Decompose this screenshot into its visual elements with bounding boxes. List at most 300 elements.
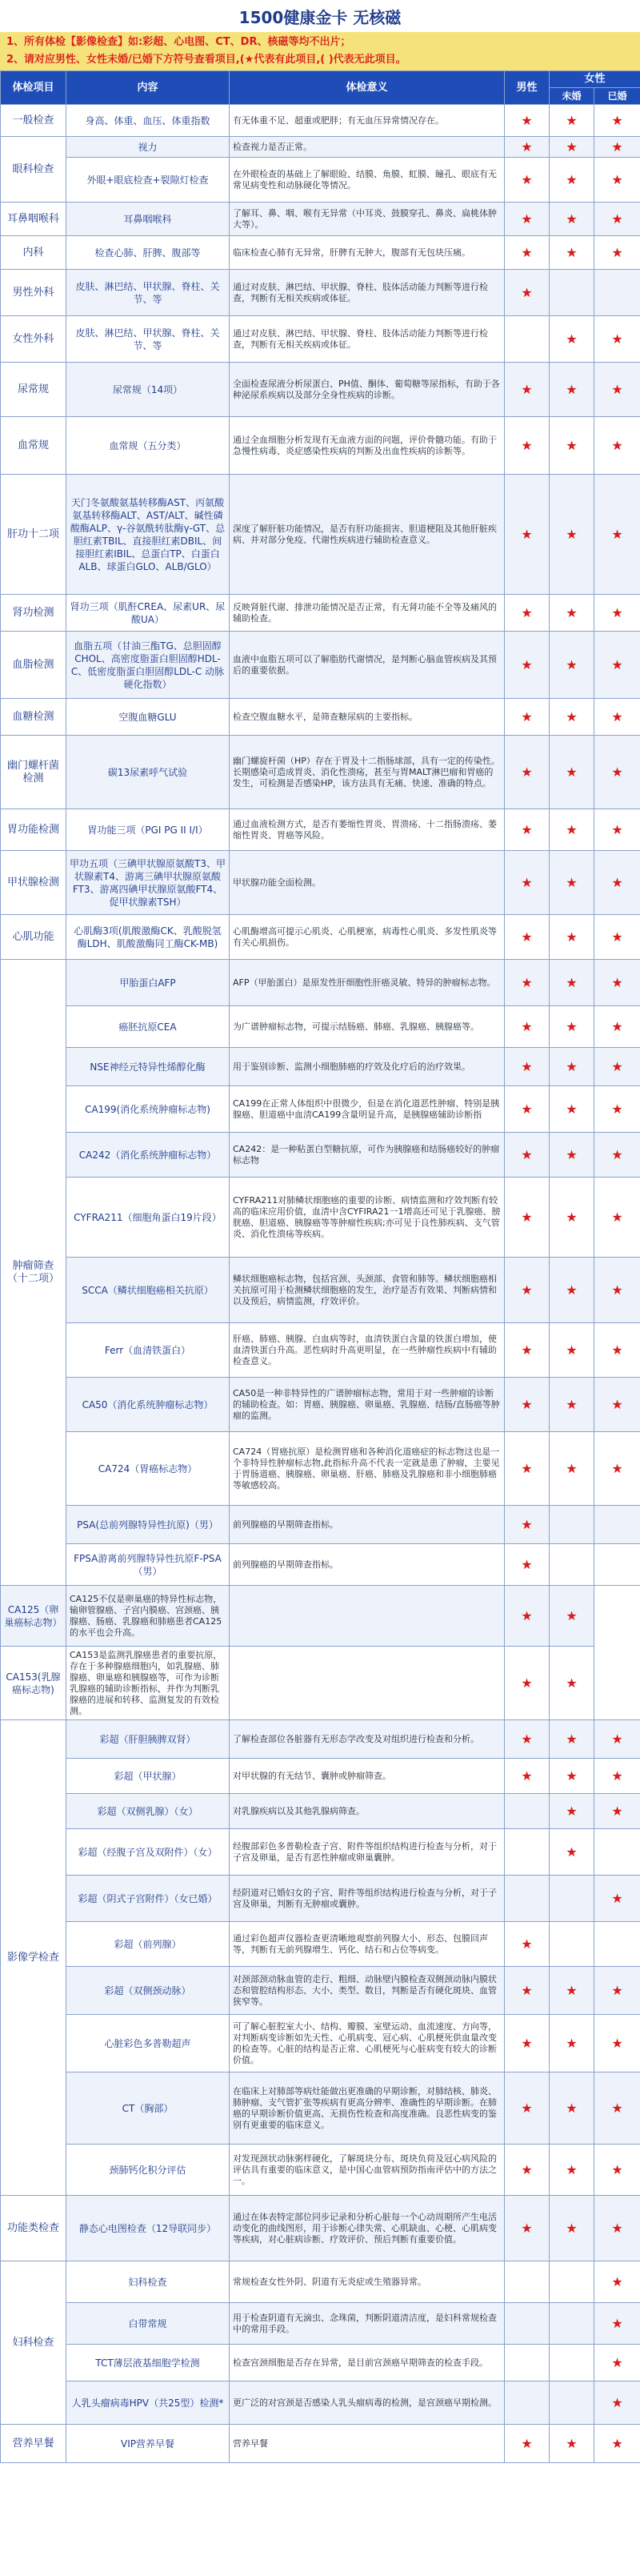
unmarried-mark: ★: [505, 1586, 550, 1647]
unmarried-mark: ★: [550, 1378, 594, 1432]
category-cell: 血糖检测: [1, 699, 66, 736]
male-mark: ★: [505, 736, 550, 809]
male-mark: [505, 316, 550, 363]
meaning-cell: 心肌酶增高可提示心肌炎、心肌梗塞，病毒性心肌炎、多发性肌炎等有关心肌损伤。: [230, 915, 505, 960]
category-cell: 营养早餐: [1, 2425, 66, 2463]
item-cell: 外眼+眼底检查+裂隙灯检查: [66, 158, 230, 203]
married-mark: [594, 1544, 640, 1586]
married-mark: ★: [594, 1794, 640, 1829]
meaning-cell: 更广泛的对宫颈是否感染人乳头瘤病毒的检测，是宫颈癌早期检测。: [230, 2381, 505, 2425]
unmarried-mark: ★: [550, 915, 594, 960]
header-unmarried: 未婚: [550, 88, 594, 105]
meaning-cell: 有无体重不足、超重或肥胖；有无血压异常情况存在。: [230, 105, 505, 137]
married-mark: ★: [594, 1133, 640, 1178]
married-mark: ★: [594, 2015, 640, 2072]
married-mark: ★: [594, 105, 640, 137]
table-row: [1, 137, 640, 158]
meaning-cell: 经阴道对已婚妇女的子宫、附件等组织结构进行检查与分析，对于子宫及卵巢，判断有无肿瘤或囊肿。: [230, 1876, 505, 1922]
male-mark: [505, 2303, 550, 2345]
meaning-cell: AFP（甲胎蛋白）是原发性肝细胞性肝癌灵敏、特异的肿瘤标志物。: [230, 960, 505, 1006]
unmarried-mark: ★: [550, 960, 594, 1006]
item-cell: CA199(消化系统肿瘤标志物): [66, 1086, 230, 1133]
meaning-cell: 通过在体表特定部位同步记录和分析心脏每一个心动周期所产生电活动变化的曲线图形，用于诊断心律失常、心肌缺血、心梗、心肌病变等疾病，对心脏病诊断、疗效评价、预后判断有重要价值。: [230, 2196, 505, 2261]
table-row: [1, 203, 640, 236]
unmarried-mark: ★: [550, 2425, 594, 2463]
male-mark: ★: [505, 960, 550, 1006]
item-cell: 彩超（甲状腺）: [66, 1759, 230, 1794]
meaning-cell: 可了解心脏腔室大小、结构、瓣膜、室壁运动、血流速度、方向等，对判断病变诊断如先天性、心肌病变、冠心病、心肌梗死供血量改变的检查等。心脏的结构是否正常、心肌梗死与心脏病变有较大的诊断价值。: [230, 2015, 505, 2072]
header-meaning: 体检意义: [230, 71, 505, 105]
meaning-cell: 在外眼检查的基础上了解眼睑、结膜、角膜、虹膜、瞳孔、眼底有无常见病变性和动脉硬化等情况。: [230, 158, 505, 203]
item-cell: 血常规（五分类）: [66, 417, 230, 475]
meaning-cell: 对颈部颈动脉血管的走行、粗细、动脉壁内膜检查双侧颈动脉内膜状态和管腔结构形态、大小、类型、数目，判断是否有硬化斑块、血管狭窄等。: [230, 1967, 505, 2015]
meaning-cell: CA50是一种非特异性的广谱肿瘤标志物，常用于对一些肿瘤的诊断的辅助检查。如：胃癌、胰腺癌、卵巢癌、乳腺癌、结肠/直肠癌等肿瘤的监测。: [230, 1378, 505, 1432]
unmarried-mark: ★: [550, 2015, 594, 2072]
category-cell: 功能类检查: [1, 2196, 66, 2261]
item-cell: Ferr（血清铁蛋白）: [66, 1323, 230, 1378]
male-mark: ★: [505, 417, 550, 475]
meaning-cell: 临床检查心肺有无异常，肝脾有无肿大，腹部有无包块压痛。: [230, 236, 505, 270]
married-mark: ★: [594, 736, 640, 809]
unmarried-mark: ★: [550, 1432, 594, 1506]
unmarried-mark: ★: [550, 736, 594, 809]
table-row: [1, 1922, 640, 1967]
meaning-cell: 鳞状细胞癌标志物，包括宫颈、头颈部、食管和肺等。鳞状细胞癌相关抗原可用于检测鳞状细胞癌的发生，治疗是否有效果、判断病情和以及预后，病情监测，疗效评价。: [230, 1258, 505, 1323]
unmarried-mark: [550, 2303, 594, 2345]
married-mark: ★: [594, 1378, 640, 1432]
male-mark: ★: [505, 1378, 550, 1432]
male-mark: ★: [505, 1967, 550, 2015]
married-mark: ★: [594, 1876, 640, 1922]
married-mark: ★: [594, 2145, 640, 2196]
table-row: [1, 1086, 640, 1133]
male-mark: ★: [505, 363, 550, 417]
category-cell: 甲状腺检测: [1, 851, 66, 915]
item-cell: CA153(乳腺癌标志物): [1, 1647, 66, 1720]
header-content: 内容: [66, 71, 230, 105]
male-mark: ★: [505, 158, 550, 203]
male-mark: [505, 1794, 550, 1829]
male-mark: ★: [505, 851, 550, 915]
table-row: [1, 1048, 640, 1086]
married-mark: ★: [550, 1647, 594, 1720]
married-mark: ★: [550, 1586, 594, 1647]
meaning-cell: 血液中血脂五项可以了解脂肪代谢情况，是判断心脑血管疾病及其预后的重要依据。: [230, 632, 505, 699]
unmarried-mark: ★: [550, 1967, 594, 2015]
unmarried-mark: [550, 1506, 594, 1544]
note-line-2: 2、请对应男性、女性未婚/已婚下方符号查看项目,(★代表有此项目,( )代表无此项目。: [6, 54, 406, 66]
page-title: 1500健康金卡 无核磁: [238, 7, 402, 27]
note-line-1: 1、所有体检【影像检查】如:彩超、心电图、CT、DR、核磁等均不出片；: [6, 36, 351, 48]
item-cell: 妇科检查: [66, 2261, 230, 2303]
category-cell: 男性外科: [1, 270, 66, 316]
item-cell: 空腹血糖GLU: [66, 699, 230, 736]
category-cell: 眼科检查: [1, 137, 66, 203]
item-cell: 甲功五项（三碘甲状腺原氨酸T3、甲状腺素T4、游离三碘甲状腺原氨酸FT3、游离四碘甲状腺原氨酸FT4、促甲状腺素TSH）: [66, 851, 230, 915]
married-mark: ★: [594, 1967, 640, 2015]
item-cell: 彩超（阴式子宫附件）（女已婚）: [66, 1876, 230, 1922]
table-row: [1, 1133, 640, 1178]
unmarried-mark: ★: [550, 632, 594, 699]
table-row: [1, 1006, 640, 1048]
category-cell: 一般检查: [1, 105, 66, 137]
male-mark: [505, 1876, 550, 1922]
married-mark: ★: [594, 475, 640, 595]
category-cell: 幽门螺杆菌检测: [1, 736, 66, 809]
category-cell: 女性外科: [1, 316, 66, 363]
meaning-cell: 经腹部彩色多普勒检查子宫、附件等组织结构进行检查与分析，对于子宫及卵巢，是否有恶性肿瘤或卵巢囊肿。: [230, 1829, 505, 1876]
male-mark: ★: [505, 1086, 550, 1133]
meaning-cell: CA242：是一种粘蛋白型糖抗原，可作为胰腺癌和结肠癌较好的肿瘤标志物: [230, 1133, 505, 1178]
header-female: 女性: [550, 71, 640, 88]
unmarried-mark: ★: [550, 137, 594, 158]
male-mark: [230, 1586, 505, 1647]
married-mark: ★: [594, 1323, 640, 1378]
male-mark: ★: [505, 1720, 550, 1759]
item-cell: 彩超（双侧颈动脉）: [66, 1967, 230, 2015]
male-mark: ★: [505, 203, 550, 236]
item-cell: 甲胎蛋白AFP: [66, 960, 230, 1006]
meaning-cell: 前列腺癌的早期筛查指标。: [230, 1544, 505, 1586]
table-row: [1, 809, 640, 851]
married-mark: ★: [594, 2196, 640, 2261]
male-mark: ★: [505, 915, 550, 960]
male-mark: [505, 2261, 550, 2303]
table-row: [1, 2381, 640, 2425]
married-mark: [594, 1829, 640, 1876]
male-mark: ★: [505, 2145, 550, 2196]
meaning-cell: 为广谱肿瘤标志物，可提示结肠癌、肺癌、乳腺癌、胰腺癌等。: [230, 1006, 505, 1048]
married-mark: ★: [594, 851, 640, 915]
table-row: [1, 595, 640, 632]
table-row: [1, 736, 640, 809]
unmarried-mark: ★: [550, 1323, 594, 1378]
item-cell: 皮肤、淋巴结、甲状腺、脊柱、关节、等: [66, 270, 230, 316]
category-cell: 内科: [1, 236, 66, 270]
married-mark: ★: [594, 632, 640, 699]
unmarried-mark: [550, 2381, 594, 2425]
meaning-cell: CA724（胃癌抗原）是检测胃癌和各种消化道癌症的标志物这也是一个非特异性肿瘤标志物,此指标升高不代表一定就是患了肿瘤，主要见于胃肠道癌、胰腺癌、卵巢癌、肝癌、肺癌及乳腺癌和非小细胞肺癌等敏感较高。: [230, 1432, 505, 1506]
item-cell: 静态心电图检查（12导联同步）: [66, 2196, 230, 2261]
item-cell: NSE神经元特异性烯醇化酶: [66, 1048, 230, 1086]
meaning-cell: 通过对皮肤、淋巴结、甲状腺、脊柱、肢体活动能力判断等进行检查，判断有无相关疾病或体征。: [230, 316, 505, 363]
unmarried-mark: ★: [550, 1048, 594, 1086]
item-cell: 身高、体重、血压、体重指数: [66, 105, 230, 137]
unmarried-mark: ★: [550, 1086, 594, 1133]
table-row: [1, 1876, 640, 1922]
married-mark: ★: [594, 137, 640, 158]
male-mark: ★: [505, 632, 550, 699]
married-mark: ★: [594, 1006, 640, 1048]
table-row: [1, 632, 640, 699]
meaning-cell: 通过全血细胞分析发现有无血液方面的问题，评价骨髓功能。有助于急慢性病毒、炎症感染性疾病的判断及出血性疾病的诊断等。: [230, 417, 505, 475]
unmarried-mark: ★: [550, 851, 594, 915]
meaning-cell: 营养早餐: [230, 2425, 505, 2463]
category-cell: 耳鼻咽喉科: [1, 203, 66, 236]
meaning-cell: 通过对皮肤、淋巴结、甲状腺、脊柱、肢体活动能力判断等进行检查，判断有无相关疾病或体征。: [230, 270, 505, 316]
table-row: [1, 158, 640, 203]
table-row: [1, 475, 640, 595]
table-row: [1, 316, 640, 363]
meaning-cell: CA125不仅是卵巢癌的特异性标志物，输卵管腺癌、子宫内膜癌、宫颈癌、胰腺癌、肠癌、乳腺癌和肺癌患者CA125的水平也会升高。: [66, 1586, 230, 1647]
table-row: [1, 2261, 640, 2303]
meaning-cell: 对甲状腺的有无结节、囊肿或肿瘤筛查。: [230, 1759, 505, 1794]
married-mark: ★: [594, 2425, 640, 2463]
married-mark: ★: [594, 1432, 640, 1506]
item-cell: 彩超（双侧乳腺）（女）: [66, 1794, 230, 1829]
item-cell: 彩超（肝胆胰脾双肾）: [66, 1720, 230, 1759]
married-mark: ★: [594, 417, 640, 475]
meaning-cell: 对发现颈状动脉粥样硬化，了解斑块分布、斑块负荷及冠心病风险的评估具有重要的临床意义，是中国心血管病预防指南评估中的方法之一。: [230, 2145, 505, 2196]
table-row: [1, 363, 640, 417]
male-mark: ★: [505, 270, 550, 316]
married-mark: ★: [594, 203, 640, 236]
table-row: [1, 699, 640, 736]
male-mark: ★: [505, 236, 550, 270]
item-cell: 彩超（前列腺）: [66, 1922, 230, 1967]
item-cell: 胃功能三项（PGI PG II I/I）: [66, 809, 230, 851]
meaning-cell: 常规检查女性外阴、阴道有无炎症或生殖器异常。: [230, 2261, 505, 2303]
unmarried-mark: ★: [550, 363, 594, 417]
meaning-cell: CYFRA211对肺鳞状细胞癌的重要的诊断、病情监测和疗效判断有较高的临床应用价值，血清中含CYFIRA21一1增高还可见于乳腺癌、膀胱癌、胆道癌、胰腺癌等等肿瘤性疾病;亦可见于良性肺疾病、支气管炎、消化性溃疡等疾病。: [230, 1178, 505, 1258]
male-mark: [230, 1647, 505, 1720]
married-mark: ★: [594, 1048, 640, 1086]
item-cell: 皮肤、淋巴结、甲状腺、脊柱、关节、等: [66, 316, 230, 363]
category-cell: 肾功检测: [1, 595, 66, 632]
unmarried-mark: [550, 2261, 594, 2303]
male-mark: ★: [505, 1506, 550, 1544]
unmarried-mark: [550, 1922, 594, 1967]
unmarried-mark: ★: [550, 475, 594, 595]
table-row: [1, 270, 640, 316]
category-cell: 尿常规: [1, 363, 66, 417]
married-mark: ★: [594, 595, 640, 632]
married-mark: ★: [594, 2261, 640, 2303]
meaning-cell: 了解耳、鼻、咽、喉有无异常（中耳炎、鼓膜穿孔、鼻炎、扁桃体肿大等）。: [230, 203, 505, 236]
meaning-cell: 检查空腹血糖水平，是筛查糖尿病的主要指标。: [230, 699, 505, 736]
unmarried-mark: ★: [550, 595, 594, 632]
unmarried-mark: ★: [550, 1006, 594, 1048]
item-cell: CA242（消化系统肿瘤标志物）: [66, 1133, 230, 1178]
male-mark: ★: [505, 1178, 550, 1258]
married-mark: ★: [594, 2345, 640, 2381]
item-cell: 尿常规（14项）: [66, 363, 230, 417]
table-row: [1, 1759, 640, 1794]
meaning-cell: 幽门螺旋杆菌（HP）存在于胃及十二指肠球部，具有一定的传染性。长期感染可造成胃炎、消化性溃疡，甚至与胃MALT淋巴瘤和胃癌的发生，可检测是否感染HP，该方法具有无痛、快速、准确的特点。: [230, 736, 505, 809]
unmarried-mark: [550, 1544, 594, 1586]
meaning-cell: CA153是监测乳腺癌患者的重要抗原，存在于多种腺癌细胞内，如乳腺癌、肺腺癌、卵巢癌和胰腺癌等，可作为诊断乳腺癌的辅助诊断指标，并作为判断乳腺癌的进展和转移、监测复发的有效检测。: [66, 1647, 230, 1720]
meaning-cell: 对乳腺疾病以及其他乳腺病筛查。: [230, 1794, 505, 1829]
item-cell: 碳13尿素呼气试验: [66, 736, 230, 809]
item-cell: SCCA（鳞状细胞癌相关抗原）: [66, 1258, 230, 1323]
meaning-cell: 检查宫颈细胞是否存在异常，是目前宫颈癌早期筛查的检查手段。: [230, 2345, 505, 2381]
meaning-cell: 甲状腺功能全面检测。: [230, 851, 505, 915]
unmarried-mark: ★: [550, 417, 594, 475]
category-cell: 血常规: [1, 417, 66, 475]
table-row: [1, 1967, 640, 2015]
male-mark: ★: [505, 1006, 550, 1048]
item-cell: 癌胚抗原CEA: [66, 1006, 230, 1048]
male-mark: ★: [505, 699, 550, 736]
male-mark: ★: [505, 2072, 550, 2145]
married-mark: ★: [594, 1086, 640, 1133]
meaning-cell: 了解检查部位各脏器有无形态学改变及对组织进行检查和分析。: [230, 1720, 505, 1759]
unmarried-mark: ★: [550, 158, 594, 203]
table-row: [1, 1544, 640, 1586]
unmarried-mark: ★: [550, 1258, 594, 1323]
table-row: [1, 851, 640, 915]
table-row: [1, 915, 640, 960]
category-cell: 胃功能检测: [1, 809, 66, 851]
male-mark: ★: [505, 1432, 550, 1506]
male-mark: [505, 2381, 550, 2425]
item-cell: 彩超（经腹子宫及双附件）（女）: [66, 1829, 230, 1876]
header-category: 体检项目: [1, 71, 66, 105]
table-row: [1, 2303, 640, 2345]
meaning-cell: 前列腺癌的早期筛查指标。: [230, 1506, 505, 1544]
unmarried-mark: [550, 1876, 594, 1922]
meaning-cell: 肝癌、肺癌、胰腺、白血病等时，血清铁蛋白含量的铁蛋白增加，使血清铁蛋白升高。恶性病时升高更明显，在一些肿瘤性疾病中有辅助检查意义。: [230, 1323, 505, 1378]
item-cell: CT（胸部）: [66, 2072, 230, 2145]
item-cell: 血脂五项（甘油三酯TG、总胆固醇CHOL、高密度脂蛋白胆固醇HDL-C、低密度脂蛋白胆固醇LDL-C 动脉硬化指数）: [66, 632, 230, 699]
unmarried-mark: ★: [550, 105, 594, 137]
meaning-cell: 在临床上对肺部等病灶能做出更准确的早期诊断，对肺结核、肺炎、肺肿瘤、支气管扩张等疾病有更高分辨率、准确性的早期诊断。在肺癌的早期诊断价值更高、无损伤性检查和高度准确。良恶性病变的鉴别有更重要的临床意义。: [230, 2072, 505, 2145]
header-male: 男性: [505, 71, 550, 105]
married-mark: ★: [594, 2072, 640, 2145]
unmarried-mark: ★: [550, 2072, 594, 2145]
married-mark: ★: [594, 699, 640, 736]
unmarried-mark: ★: [550, 699, 594, 736]
unmarried-mark: ★: [550, 1133, 594, 1178]
table-row: [1, 1720, 640, 1759]
category-cell: 肿瘤筛查（十二项）: [1, 960, 66, 1586]
married-mark: ★: [594, 1720, 640, 1759]
table-row: [1, 1506, 640, 1544]
male-mark: ★: [505, 1922, 550, 1967]
male-mark: ★: [505, 1544, 550, 1586]
table-row: [1, 2425, 640, 2463]
unmarried-mark: [550, 270, 594, 316]
unmarried-mark: ★: [550, 1759, 594, 1794]
item-cell: 人乳头瘤病毒HPV（共25型）检测*: [66, 2381, 230, 2425]
unmarried-mark: [550, 2345, 594, 2381]
married-mark: ★: [594, 236, 640, 270]
item-cell: CA724（胃癌标志物）: [66, 1432, 230, 1506]
table-row: [1, 1586, 640, 1647]
header-married: 已婚: [594, 88, 640, 105]
married-mark: ★: [594, 1178, 640, 1258]
item-cell: 肾功三项（肌酐CREA、尿素UR、尿酸UA）: [66, 595, 230, 632]
meaning-cell: 检查视力是否正常。: [230, 137, 505, 158]
male-mark: [505, 1829, 550, 1876]
item-cell: 颈肺钙化积分评估: [66, 2145, 230, 2196]
male-mark: ★: [505, 2425, 550, 2463]
unmarried-mark: ★: [550, 316, 594, 363]
married-mark: ★: [594, 316, 640, 363]
married-mark: ★: [594, 915, 640, 960]
married-mark: [594, 270, 640, 316]
meaning-cell: 用于鉴别诊断、监测小细胞肺癌的疗效及化疗后的治疗效果。: [230, 1048, 505, 1086]
male-mark: ★: [505, 1133, 550, 1178]
male-mark: ★: [505, 2196, 550, 2261]
table-row: [1, 2345, 640, 2381]
table-row: [1, 1432, 640, 1506]
table-row: [1, 1378, 640, 1432]
married-mark: ★: [594, 1258, 640, 1323]
married-mark: [594, 1922, 640, 1967]
meaning-cell: 深度了解肝脏功能情况，是否有肝功能损害、胆道梗阻及其他肝脏疾病、并对部分免疫、代谢性疾病进行辅助检查意义。: [230, 475, 505, 595]
item-cell: 心肌酶3项(肌酸激酶CK、乳酸脱氢酶LDH、肌酸激酶同工酶CK-MB): [66, 915, 230, 960]
table-row: [1, 2145, 640, 2196]
unmarried-mark: ★: [550, 203, 594, 236]
male-mark: ★: [505, 1759, 550, 1794]
male-mark: ★: [505, 105, 550, 137]
married-mark: ★: [594, 960, 640, 1006]
table-row: [1, 1323, 640, 1378]
checkup-table: [0, 70, 640, 2463]
male-mark: ★: [505, 809, 550, 851]
unmarried-mark: ★: [550, 1178, 594, 1258]
male-mark: ★: [505, 2015, 550, 2072]
male-mark: ★: [505, 595, 550, 632]
married-mark: ★: [594, 363, 640, 417]
unmarried-mark: ★: [505, 1647, 550, 1720]
item-cell: VIP营养早餐: [66, 2425, 230, 2463]
category-cell: 心肌功能: [1, 915, 66, 960]
married-mark: ★: [594, 2303, 640, 2345]
unmarried-mark: ★: [550, 809, 594, 851]
married-mark: [594, 1506, 640, 1544]
married-mark: ★: [594, 158, 640, 203]
unmarried-mark: ★: [550, 1720, 594, 1759]
unmarried-mark: ★: [550, 2145, 594, 2196]
married-mark: ★: [594, 2381, 640, 2425]
category-cell: 妇科检查: [1, 2261, 66, 2425]
meaning-cell: 全面检查尿液分析尿蛋白、PH值、酮体、葡萄糖等尿指标，有助于各种泌尿系疾病以及部分全身性疾病的诊断。: [230, 363, 505, 417]
male-mark: ★: [505, 1048, 550, 1086]
table-row: [1, 105, 640, 137]
table-row: [1, 417, 640, 475]
male-mark: ★: [505, 137, 550, 158]
meaning-cell: 反映肾脏代谢、排泄功能情况是否正常，有无肾功能不全等及痛风的辅助检查。: [230, 595, 505, 632]
unmarried-mark: ★: [550, 236, 594, 270]
table-row: [1, 1829, 640, 1876]
category-cell: 肝功十二项: [1, 475, 66, 595]
unmarried-mark: ★: [550, 1829, 594, 1876]
item-cell: FPSA游离前列腺特异性抗原F-PSA（男）: [66, 1544, 230, 1586]
male-mark: ★: [505, 475, 550, 595]
item-cell: 白带常规: [66, 2303, 230, 2345]
item-cell: 检查心肺、肝脾、腹部等: [66, 236, 230, 270]
married-mark: ★: [594, 809, 640, 851]
male-mark: [505, 2345, 550, 2381]
meaning-cell: 通过血液检测方式，是否有萎缩性胃炎、胃溃疡、十二指肠溃疡、萎缩性胃炎、胃癌等风险。: [230, 809, 505, 851]
table-row: [1, 2072, 640, 2145]
item-cell: 视力: [66, 137, 230, 158]
item-cell: 耳鼻咽喉科: [66, 203, 230, 236]
table-row: [1, 1647, 640, 1720]
unmarried-mark: ★: [550, 1794, 594, 1829]
table-row: [1, 1178, 640, 1258]
item-cell: TCT薄层液基细胞学检测: [66, 2345, 230, 2381]
table-row: [1, 1258, 640, 1323]
unmarried-mark: ★: [550, 2196, 594, 2261]
male-mark: ★: [505, 1258, 550, 1323]
item-cell: CA50（消化系统肿瘤标志物）: [66, 1378, 230, 1432]
table-row: [1, 1794, 640, 1829]
meaning-cell: CA199在正常人体组织中很微少，但是在消化道恶性肿瘤、特别是胰腺癌、胆道癌中血清CA199含量明显升高，是胰腺癌辅助诊断指: [230, 1086, 505, 1133]
table-row: [1, 960, 640, 1006]
